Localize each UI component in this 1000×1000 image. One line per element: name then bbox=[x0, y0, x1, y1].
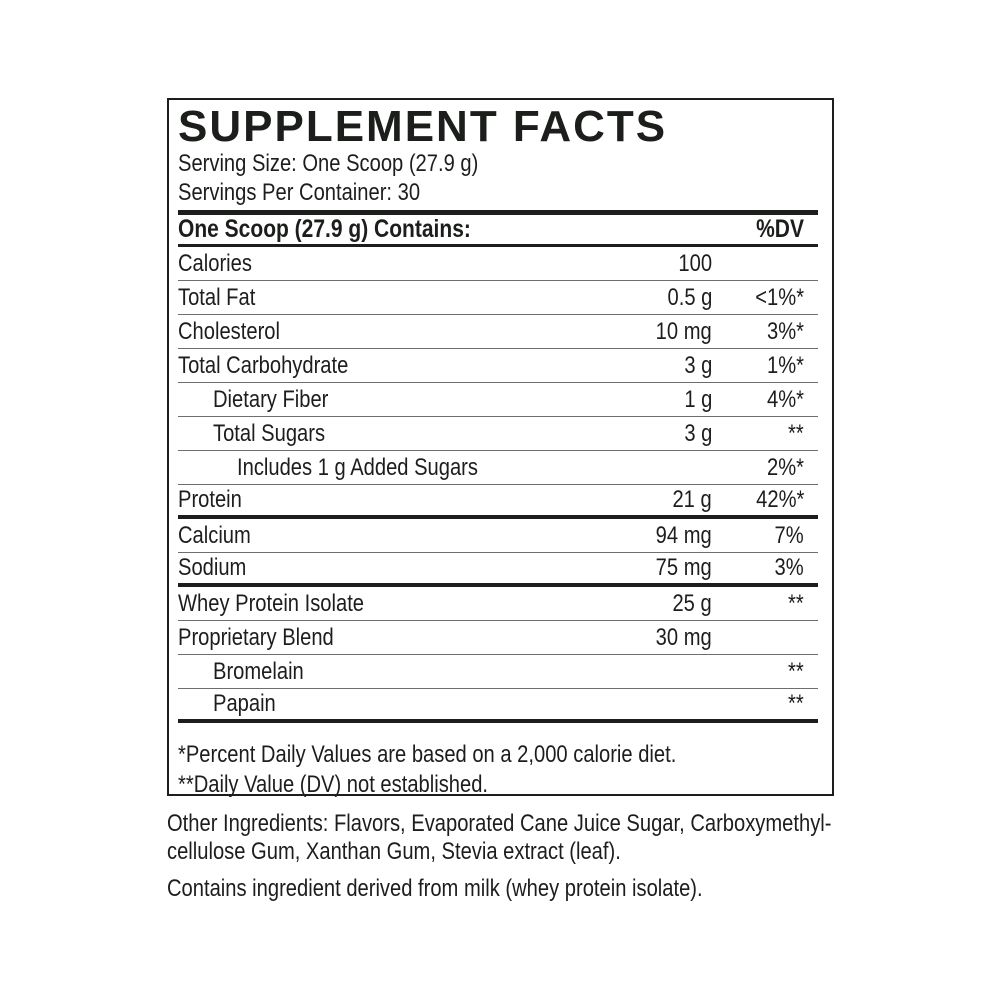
row-nutrient-name: Dietary Fiber bbox=[213, 385, 329, 413]
row-daily-value: 2%* bbox=[767, 453, 804, 481]
row-amount: 0.5 g bbox=[667, 283, 712, 311]
row-amount: 25 g bbox=[672, 589, 712, 617]
row-amount: 100 bbox=[678, 249, 712, 277]
row-nutrient-name: Total Carbohydrate bbox=[178, 351, 349, 379]
row-amount bbox=[592, 454, 712, 482]
row-amount bbox=[592, 690, 712, 718]
row-daily-value bbox=[712, 624, 818, 652]
servings-per-container-line: Servings Per Container: 30 bbox=[178, 179, 421, 206]
other-ingredients-line-1: Other Ingredients: Flavors, Evaporated Cane Juice Sugar, Carboxymethyl- bbox=[167, 810, 832, 837]
table-row bbox=[178, 587, 818, 621]
row-daily-value: 4%* bbox=[767, 385, 804, 413]
table-row bbox=[178, 655, 818, 689]
row-daily-value: 1%* bbox=[767, 351, 804, 379]
footnote-dv-not-established: **Daily Value (DV) not established. bbox=[178, 771, 489, 798]
row-daily-value bbox=[712, 250, 818, 278]
row-amount: 3 g bbox=[683, 351, 712, 379]
row-daily-value: 3%* bbox=[767, 317, 804, 345]
table-row bbox=[178, 247, 818, 281]
row-nutrient-name: Protein bbox=[178, 486, 242, 513]
table-row bbox=[178, 621, 818, 655]
table-row bbox=[178, 519, 818, 553]
facts-table-rows bbox=[178, 247, 818, 723]
row-daily-value: ** bbox=[788, 419, 804, 447]
table-row bbox=[178, 417, 818, 451]
row-nutrient-name: Whey Protein Isolate bbox=[178, 589, 365, 617]
table-row bbox=[178, 451, 818, 485]
row-nutrient-name: Cholesterol bbox=[178, 317, 280, 345]
serving-size-line: Serving Size: One Scoop (27.9 g) bbox=[178, 150, 479, 177]
row-nutrient-name: Includes 1 g Added Sugars bbox=[237, 453, 478, 481]
row-daily-value: 3% bbox=[774, 554, 804, 581]
table-header-contains: One Scoop (27.9 g) Contains: bbox=[178, 215, 471, 243]
row-nutrient-name: Bromelain bbox=[213, 657, 304, 685]
footnotes bbox=[178, 740, 818, 800]
supplement-facts-panel bbox=[167, 98, 834, 796]
row-daily-value: ** bbox=[788, 657, 804, 685]
row-nutrient-name: Calcium bbox=[178, 521, 251, 549]
row-nutrient-name: Total Sugars bbox=[213, 419, 326, 447]
row-amount: 30 mg bbox=[655, 623, 712, 651]
table-row bbox=[178, 553, 818, 587]
row-amount: 10 mg bbox=[655, 317, 712, 345]
row-amount: 94 mg bbox=[655, 521, 712, 549]
row-amount bbox=[592, 658, 712, 686]
row-nutrient-name: Papain bbox=[213, 690, 276, 717]
table-header-row bbox=[178, 215, 818, 247]
row-nutrient-name: Total Fat bbox=[178, 283, 256, 311]
table-row bbox=[178, 349, 818, 383]
row-amount: 21 g bbox=[672, 486, 712, 513]
footnote-daily-values: *Percent Daily Values are based on a 2,000 calorie diet. bbox=[178, 741, 677, 768]
row-nutrient-name: Sodium bbox=[178, 554, 247, 581]
row-amount: 1 g bbox=[683, 385, 712, 413]
table-header-dv: %DV bbox=[756, 215, 804, 243]
row-amount: 3 g bbox=[683, 419, 712, 447]
row-daily-value: ** bbox=[788, 690, 804, 717]
row-nutrient-name: Calories bbox=[178, 249, 252, 277]
row-nutrient-name: Proprietary Blend bbox=[178, 623, 334, 651]
table-row bbox=[178, 383, 818, 417]
allergen-statement: Contains ingredient derived from milk (whey protein isolate). bbox=[167, 875, 703, 902]
row-daily-value: ** bbox=[788, 589, 804, 617]
other-ingredients-paragraph bbox=[167, 810, 867, 866]
row-daily-value: 42%* bbox=[755, 486, 804, 513]
table-row bbox=[178, 315, 818, 349]
table-row bbox=[178, 281, 818, 315]
table-row bbox=[178, 689, 818, 723]
panel-title: SUPPLEMENT FACTS bbox=[178, 102, 668, 151]
row-daily-value: <1%* bbox=[755, 283, 804, 311]
row-daily-value: 7% bbox=[774, 521, 804, 549]
other-ingredients-line-2: cellulose Gum, Xanthan Gum, Stevia extract (leaf). bbox=[167, 838, 621, 865]
row-amount: 75 mg bbox=[655, 554, 712, 581]
table-row bbox=[178, 485, 818, 519]
